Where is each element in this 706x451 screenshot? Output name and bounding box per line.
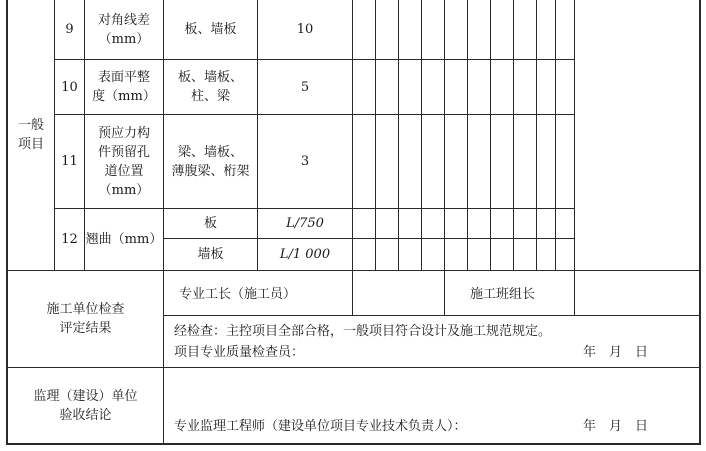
inspection-statement: 经检查：主控项目全部合格，一般项目符合设计及施工规范规定。 xyxy=(174,324,552,339)
allowed-deviation: L/750 xyxy=(286,216,324,231)
col-divider xyxy=(574,0,575,315)
item-name: 表面平整 度（mm） xyxy=(92,70,156,104)
supervision-date: 年 月 日 xyxy=(583,419,649,434)
category-label: 一般 项目 xyxy=(17,118,44,152)
construction-result-label: 施工单位检查 评定结果 xyxy=(46,302,125,336)
quality-inspector-label: 项目专业质量检查员： xyxy=(174,345,305,360)
table-bottom-border xyxy=(6,443,701,445)
item-number: 9 xyxy=(65,22,74,37)
allowed-deviation: 3 xyxy=(300,154,310,169)
item-scope: 墙板 xyxy=(197,247,224,262)
item-number: 11 xyxy=(61,154,78,169)
item-scope: 板、墙板、 柱、梁 xyxy=(177,70,243,104)
construction-date: 年 月 日 xyxy=(583,345,649,360)
item-scope: 板、墙板 xyxy=(184,22,237,37)
col-divider xyxy=(555,0,556,270)
item-name: 对角线差 （mm） xyxy=(97,12,150,47)
allowed-deviation: 5 xyxy=(300,79,310,95)
col-divider xyxy=(490,0,491,270)
item-scope: 板 xyxy=(203,216,217,231)
col-divider xyxy=(444,0,445,315)
foreman-label: 专业工长（施工员） xyxy=(179,287,297,302)
col-divider xyxy=(467,0,468,270)
col-divider xyxy=(398,0,399,270)
col-divider xyxy=(352,0,353,315)
item-number: 10 xyxy=(61,79,78,95)
item-name: 翘曲（mm） xyxy=(85,232,163,247)
row-divider xyxy=(163,315,700,316)
allowed-deviation: L/1 000 xyxy=(279,247,331,262)
col-divider xyxy=(513,0,514,270)
team-leader-label: 施工班组长 xyxy=(470,287,536,302)
allowed-deviation: 10 xyxy=(296,22,314,37)
item-number: 12 xyxy=(61,232,78,247)
col-divider xyxy=(536,0,537,270)
item-name: 预应力构 件预留孔 道位置 （mm） xyxy=(97,125,150,198)
supervision-conclusion-label: 监理（建设）单位 验收结论 xyxy=(33,388,138,423)
col-divider xyxy=(375,0,376,270)
col-divider xyxy=(421,0,422,270)
item-scope: 梁、墙板、 薄腹梁、桁架 xyxy=(171,144,250,179)
table-right-border xyxy=(699,0,701,445)
supervision-engineer-label: 专业监理工程师（建设单位项目专业技术负责人）： xyxy=(174,419,467,434)
